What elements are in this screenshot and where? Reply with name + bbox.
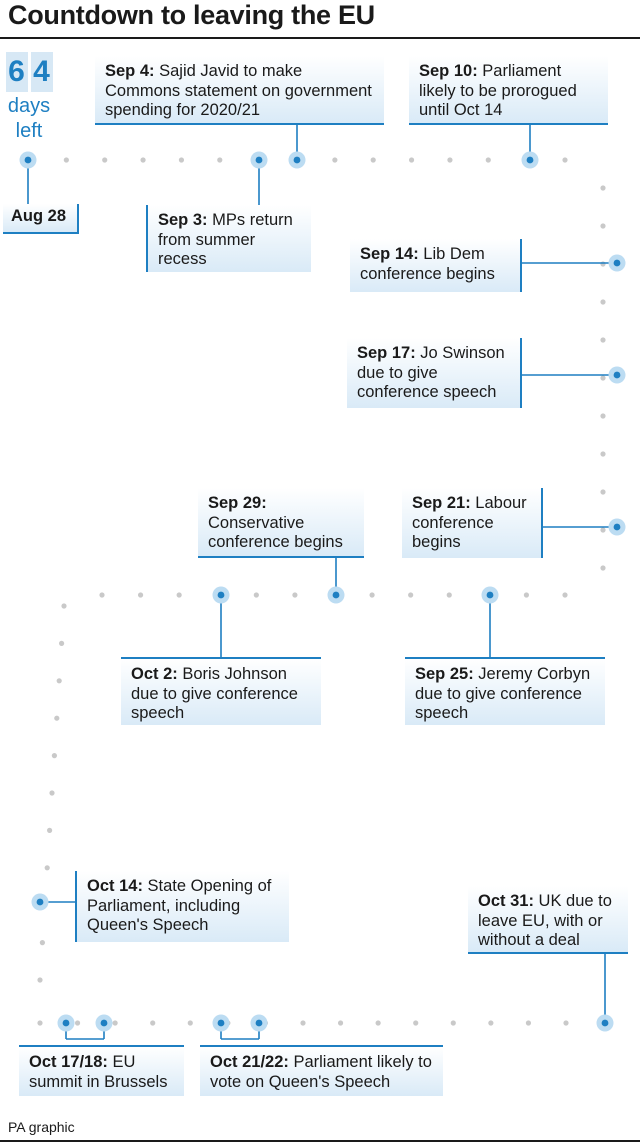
timeline-dot [300, 1020, 305, 1025]
countdown-left-label: left [15, 120, 43, 142]
event-sep-3 [146, 205, 311, 272]
timeline-dot [338, 1020, 343, 1025]
timeline-dot [600, 451, 605, 456]
event-text: Jo Swinson due to give conference speech [357, 344, 505, 401]
timeline-dot [37, 977, 42, 982]
timeline-dot [332, 157, 337, 162]
timeline-dot [371, 157, 376, 162]
event-date: Aug 28 [11, 207, 67, 225]
timeline-dot [600, 413, 605, 418]
event-sep-25 [405, 657, 605, 725]
countdown-digit: 4 [31, 52, 53, 92]
event-marker [101, 1020, 108, 1027]
event-date: Oct 31: [478, 892, 534, 910]
event-date: Oct 21/22: [210, 1053, 289, 1071]
countdown-digit: 6 [6, 52, 28, 92]
event-sep-21 [402, 488, 543, 558]
timeline-dot [177, 592, 182, 597]
timeline-dot [61, 603, 66, 608]
event-marker [63, 1020, 70, 1027]
timeline-dot [600, 375, 605, 380]
timeline-dot [217, 157, 222, 162]
event-oct-2 [121, 657, 321, 725]
timeline-dot [54, 716, 59, 721]
timeline-dot [40, 940, 45, 945]
timeline-dot [64, 157, 69, 162]
timeline-dot [600, 185, 605, 190]
event-text: Sajid Javid to make Commons statement on government spending for 2020/21 [105, 62, 372, 119]
timeline-dot [49, 790, 54, 795]
event-marker [37, 899, 44, 906]
timeline-dot [524, 592, 529, 597]
timeline-dot [562, 157, 567, 162]
timeline-dot [150, 1020, 155, 1025]
event-date: Sep 25: [415, 665, 474, 683]
event-date: Sep 21: [412, 494, 471, 512]
timeline-dot [526, 1020, 531, 1025]
timeline-dot [57, 678, 62, 683]
event-aug-28 [3, 204, 79, 234]
event-date: Sep 29: [208, 494, 267, 512]
event-date: Oct 17/18: [29, 1053, 108, 1071]
timeline-dot [113, 1020, 118, 1025]
event-date: Sep 14: [360, 245, 419, 263]
event-marker [614, 524, 621, 531]
event-oct-31 [468, 886, 628, 954]
timeline-dot [447, 592, 452, 597]
timeline-dot [254, 592, 259, 597]
footer-credit: PA graphic [8, 1119, 75, 1135]
event-text: Boris Johnson due to give conference speech [131, 665, 298, 722]
event-sep-10 [409, 56, 608, 125]
timeline-dot [563, 1020, 568, 1025]
timeline-dot [37, 1020, 42, 1025]
timeline-dot [600, 337, 605, 342]
page-title: Countdown to leaving the EU [8, 0, 375, 30]
event-marker [256, 1020, 263, 1027]
event-date: Oct 2: [131, 665, 178, 683]
event-marker [614, 260, 621, 267]
event-text: Conservative conference begins [208, 513, 343, 551]
event-sep-14 [350, 239, 522, 292]
event-date: Sep 3: [158, 211, 208, 229]
timeline-dot [600, 527, 605, 532]
timeline-dot [140, 157, 145, 162]
event-text: Parliament likely to be prorogued until Oct 14 [419, 62, 577, 119]
timeline-dot [486, 157, 491, 162]
timeline-dot [409, 157, 414, 162]
event-marker [218, 1020, 225, 1027]
event-text: State Opening of Parliament, including Queen's Speech [87, 877, 272, 934]
event-marker [25, 157, 32, 164]
event-oct-14 [75, 871, 289, 942]
timeline-dot [47, 828, 52, 833]
timeline-dot [188, 1020, 193, 1025]
event-date: Sep 4: [105, 62, 155, 80]
timeline-dot [376, 1020, 381, 1025]
event-text: MPs return from summer recess [158, 211, 293, 268]
event-sep-29 [198, 488, 364, 558]
event-sep-4 [95, 56, 384, 125]
event-marker [527, 157, 534, 164]
countdown-days-label: days [7, 95, 51, 117]
timeline-dot [447, 157, 452, 162]
timeline-dot [99, 592, 104, 597]
timeline-dot [488, 1020, 493, 1025]
timeline-dot [59, 641, 64, 646]
timeline-dot [52, 753, 57, 758]
event-text: Parliament likely to vote on Queen's Speech [210, 1053, 432, 1091]
event-date: Oct 14: [87, 877, 143, 895]
timeline-dot [369, 592, 374, 597]
event-date: Sep 10: [419, 62, 478, 80]
event-text: Labour conference begins [412, 494, 527, 551]
timeline-dot [600, 299, 605, 304]
timeline-dot [138, 592, 143, 597]
event-date: Sep 17: [357, 344, 416, 362]
event-marker [218, 592, 225, 599]
timeline-dot [600, 489, 605, 494]
footer-rule [0, 1140, 640, 1142]
event-text: Lib Dem conference begins [360, 245, 495, 283]
event-marker [487, 592, 494, 599]
timeline-dot [45, 865, 50, 870]
timeline-dot [408, 592, 413, 597]
event-sep-17 [347, 338, 522, 408]
timeline-dot [600, 261, 605, 266]
event-marker [333, 592, 340, 599]
timeline-dot [102, 157, 107, 162]
event-oct-17-18 [19, 1045, 184, 1096]
event-text: UK due to leave EU, with or without a deal [478, 892, 612, 949]
event-oct-21-22 [200, 1045, 443, 1096]
timeline-dot [75, 1020, 80, 1025]
event-marker [614, 372, 621, 379]
timeline-dot [562, 592, 567, 597]
timeline-dot [292, 592, 297, 597]
event-marker [602, 1020, 609, 1027]
timeline-dot [600, 565, 605, 570]
event-marker [256, 157, 263, 164]
event-marker [294, 157, 301, 164]
timeline-dot [413, 1020, 418, 1025]
event-text: EU summit in Brussels [29, 1053, 168, 1091]
event-text: Jeremy Corbyn due to give conference speech [415, 665, 591, 722]
timeline-dot [179, 157, 184, 162]
timeline-dot [600, 223, 605, 228]
timeline-dot [451, 1020, 456, 1025]
